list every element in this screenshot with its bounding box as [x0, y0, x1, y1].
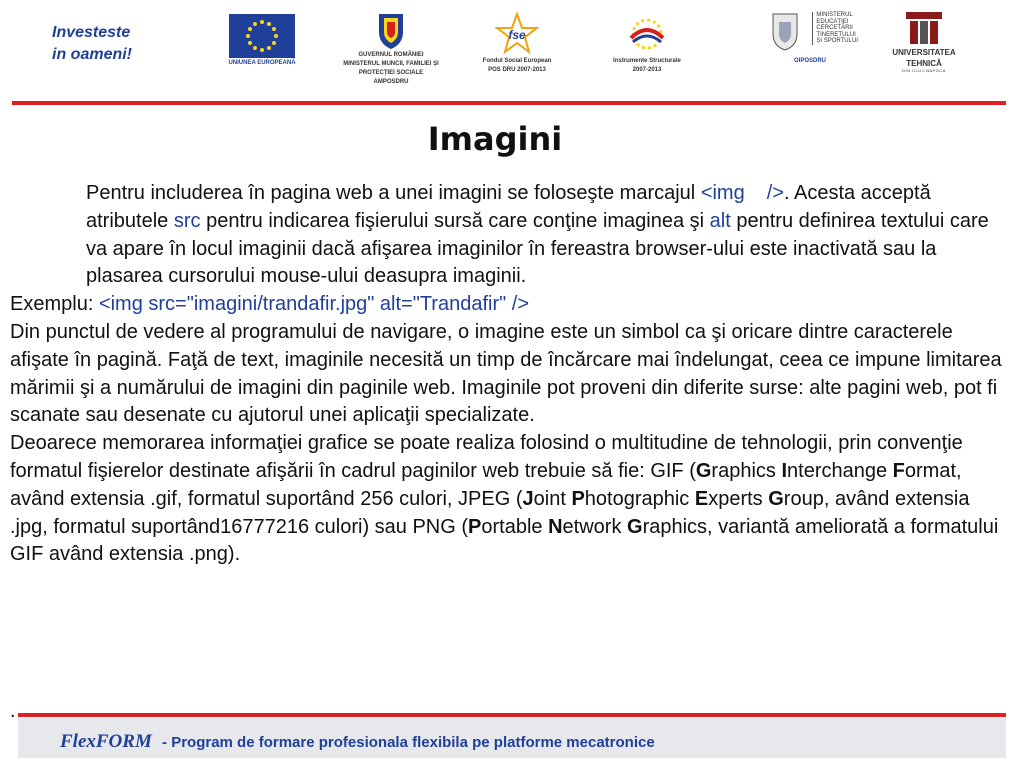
example-code: <img src="imagini/trandafir.jpg" alt="Trandafir" /> — [98, 293, 530, 316]
fse-logo — [472, 12, 562, 74]
png-word-portable: ortable — [481, 515, 549, 538]
footer — [60, 731, 655, 753]
paragraph-formats — [10, 430, 1010, 569]
jpg-word-experts: xperts — [708, 487, 769, 510]
ministry-crest-icon — [771, 12, 799, 52]
header-logos-bar — [0, 0, 1024, 100]
jpg-initial-e: E — [694, 487, 709, 510]
government-logo — [336, 10, 446, 86]
p1-text-c: pentru indicarea fişierului sursă care conţine imaginea şi — [200, 209, 710, 232]
paragraph-example — [10, 291, 1010, 319]
gov-caption-2: MINISTERUL MUNCII, FAMILIEI ȘI — [343, 61, 439, 67]
eu-flag-icon — [229, 14, 295, 58]
ministry-text-1: MINISTERUL — [816, 12, 853, 18]
structural-instruments-logo — [606, 12, 688, 74]
gif-initial-g: G — [695, 459, 712, 482]
university-caption-2: TEHNICĂ — [906, 59, 942, 68]
ministry-text-4: TINERETULUI — [816, 31, 856, 38]
png-word-network: etwork — [562, 515, 628, 538]
eu-caption: UNIUNEA EUROPEANĂ — [228, 60, 296, 66]
gov-caption-4: AMPOSDRU — [373, 79, 409, 85]
gif-word-graphics: raphics — [711, 459, 782, 482]
trailing-dot: . — [10, 700, 16, 722]
is-caption-2: 2007-2013 — [632, 67, 662, 73]
png-initial-p: P — [468, 515, 482, 538]
fse-caption-2: POS DRU 2007-2013 — [488, 67, 546, 73]
p3-text-c: roup, având extensia .jpg, formatul suportând16777216 culori) sau PNG ( — [10, 487, 970, 538]
jpg-word-joint: oint — [533, 487, 572, 510]
jpg-initial-j: J — [522, 487, 534, 510]
slogan-line-1: Investeste — [52, 24, 131, 41]
top-divider — [12, 101, 1006, 105]
attr-alt: alt — [709, 209, 731, 232]
png-initial-n: N — [548, 515, 563, 538]
gif-initial-f: F — [892, 459, 905, 482]
gif-initial-i: I — [781, 459, 788, 482]
ministry-logo — [762, 12, 858, 65]
ministry-caption: OIPOSDRU — [793, 58, 826, 64]
is-caption-1: Instrumente Structurale — [613, 58, 681, 64]
slogan-line-2: in oameni! — [52, 46, 133, 63]
fse-caption-1: Fondul Social European — [482, 58, 552, 64]
university-logo — [874, 10, 974, 73]
jpg-initial-g: G — [768, 487, 784, 510]
paragraph-navigation: Din punctul de vedere al programului de navigare, o imagine este un simbol ca şi oricare dintre caracterele afişate în pagină. Faţă de text, imaginile necesită un timp de încărcare mai îndelungat, ceea ce impune limitarea mărimii şi a numărului de imagini din paginile web. Imaginile pot proveni din diferite surse: alte pagini web, pot fi scanate sau desenate cu ajutorul unei aplicaţii specializate. — [10, 320, 1002, 427]
ministry-text-5: ȘI SPORTULUI — [816, 38, 858, 44]
jpg-word-photographic: hotographic — [584, 487, 695, 510]
gov-caption-1: GUVERNUL ROMÂNIEI — [358, 52, 424, 58]
gif-word-interchange: nterchange — [787, 459, 893, 482]
page-title: Imagini — [427, 120, 563, 158]
ministry-text-2: EDUCAȚIEI — [816, 18, 849, 25]
img-tag-open: <img — [700, 182, 745, 204]
jpg-initial-p: P — [571, 487, 585, 510]
university-caption-3: DIN CLUJ-NAPOCA — [902, 68, 946, 73]
p3-text-a: Deoarece memorarea informaţiei grafice se poate realiza folosind o multitudine de tehnologii, prin convenţie formatul fişierelor destinate afişării în cadrul paginilor web trebuie să fie: GIF ( — [10, 432, 963, 482]
ministry-text-3: CERCETĂRII — [816, 25, 853, 31]
p1-text-d: pentru definirea textului care va apare în locul imaginii dacă afişarea imaginilor în fereastra browser-ului este inactivată sau la plasarea cursorului mouse-ului deasupra imaginii. — [86, 209, 989, 288]
p1-text-a: Pentru includerea în pagina web a unei imagini se foloseşte marcajul — [86, 182, 701, 204]
png-initial-g: G — [627, 515, 643, 538]
ministry-name — [812, 12, 858, 45]
footer-description: - Program de formare profesionala flexibila pe platforme mecatronice — [157, 734, 655, 751]
fse-star-icon — [495, 12, 539, 56]
paragraph-img-tag — [10, 180, 1010, 291]
p3-text-b: ormat, având extensia .gif, formatul suportând 256 culori, JPEG ( — [10, 459, 962, 510]
coat-of-arms-icon — [376, 10, 406, 50]
university-caption-1: UNIVERSITATEA — [892, 48, 956, 57]
slide-body — [10, 180, 1010, 569]
slogan — [52, 22, 132, 66]
p3-text-d: raphics, variantă ameliorată a formatului GIF având extensia .png). — [10, 515, 999, 566]
example-label: Exemplu: — [10, 293, 99, 316]
gov-caption-3: PROTECȚIEI SOCIALE — [358, 70, 424, 76]
fse-mark: fse — [508, 28, 526, 42]
bottom-divider — [18, 713, 1006, 717]
utcn-emblem-icon — [904, 10, 944, 46]
structural-instruments-icon — [623, 12, 671, 56]
attr-src: src — [173, 209, 201, 232]
p1-text-b: . Acesta acceptă atributele — [86, 182, 931, 232]
footer-brand: FlexFORM — [60, 731, 152, 752]
img-tag-close: /> — [766, 182, 784, 204]
eu-logo — [222, 14, 302, 67]
